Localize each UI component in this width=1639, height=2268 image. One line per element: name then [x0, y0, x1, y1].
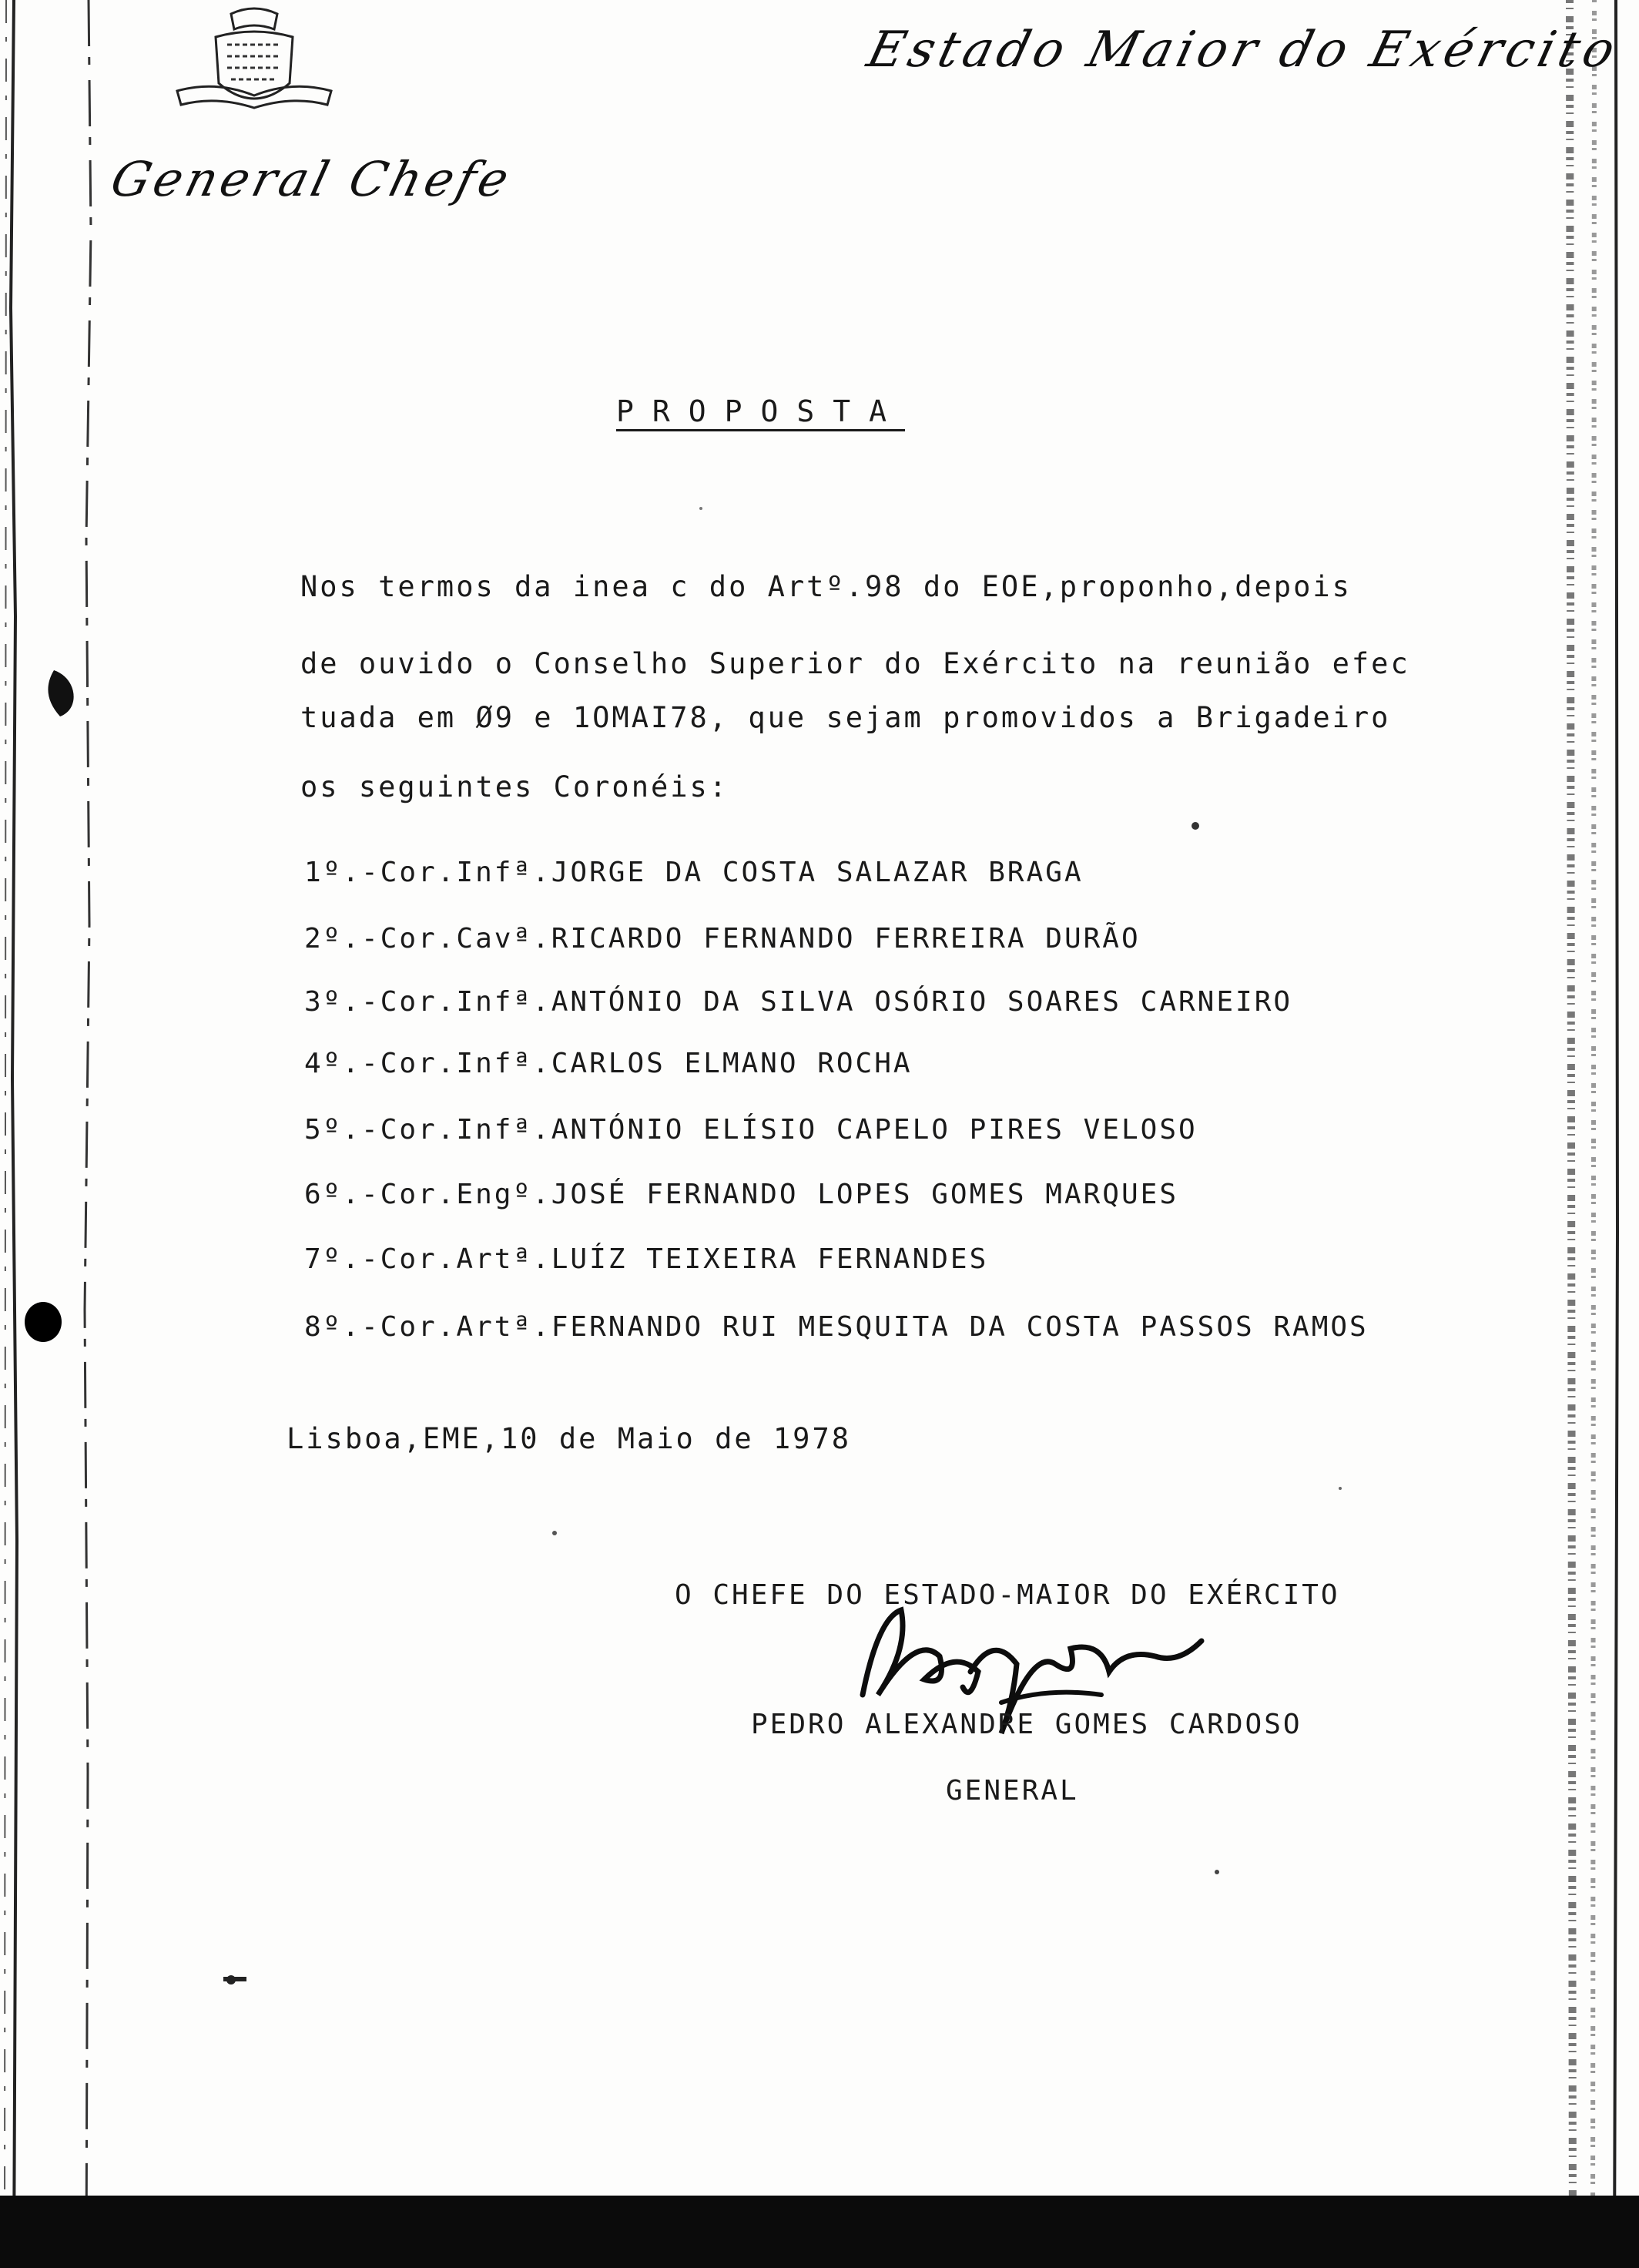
- promotion-item: 8º.-Cor.Artª.FERNANDO RUI MESQUITA DA COSTA PASSOS RAMOS: [304, 1311, 1369, 1343]
- promotion-item: 6º.-Cor.Engº.JOSÉ FERNANDO LOPES GOMES MARQUES: [304, 1179, 1178, 1210]
- left-scan-edge: [0, 0, 116, 2268]
- right-scan-edge: [1547, 0, 1639, 2268]
- scan-bottom-border: [0, 2196, 1639, 2268]
- place-and-date: Lisboa,EME,10 de Maio de 1978: [287, 1422, 852, 1455]
- promotion-item: 2º.-Cor.Cavª.RICARDO FERNANDO FERREIRA DURÃO: [304, 923, 1141, 955]
- paragraph-line: de ouvido o Conselho Superior do Exército na reunião efec: [300, 647, 1410, 680]
- signatory-title: O CHEFE DO ESTADO-MAIOR DO EXÉRCITO: [675, 1579, 1340, 1611]
- document-title: PROPOSTA: [616, 394, 906, 428]
- office-letterhead: General Chefe: [105, 151, 518, 207]
- promotion-item: 3º.-Cor.Infª.ANTÓNIO DA SILVA OSÓRIO SOARES CARNEIRO: [304, 986, 1293, 1018]
- coat-of-arms-emblem: [169, 6, 339, 122]
- paragraph-line: Nos termos da inea c do Artº.98 do EOE,proponho,depois: [300, 570, 1352, 603]
- signatory-rank: GENERAL: [946, 1775, 1079, 1807]
- promotion-item: 4º.-Cor.Infª.CARLOS ELMANO ROCHA: [304, 1048, 913, 1079]
- promotion-item: 7º.-Cor.Artª.LUÍZ TEIXEIRA FERNANDES: [304, 1243, 989, 1275]
- punch-hole: [25, 1302, 62, 1342]
- promotion-item: 5º.-Cor.Infª.ANTÓNIO ELÍSIO CAPELO PIRES VELOSO: [304, 1114, 1198, 1146]
- paragraph-line: tuada em Ø9 e 1OMAI78, que sejam promovidos a Brigadeiro: [300, 701, 1391, 734]
- organization-letterhead: Estado Maior do Exército: [861, 22, 1625, 79]
- promotion-item: 1º.-Cor.Infª.JORGE DA COSTA SALAZAR BRAGA: [304, 857, 1084, 888]
- signatory-name: PEDRO ALEXANDRE GOMES CARDOSO: [751, 1709, 1302, 1740]
- paragraph-line: os seguintes Coronéis:: [300, 770, 729, 804]
